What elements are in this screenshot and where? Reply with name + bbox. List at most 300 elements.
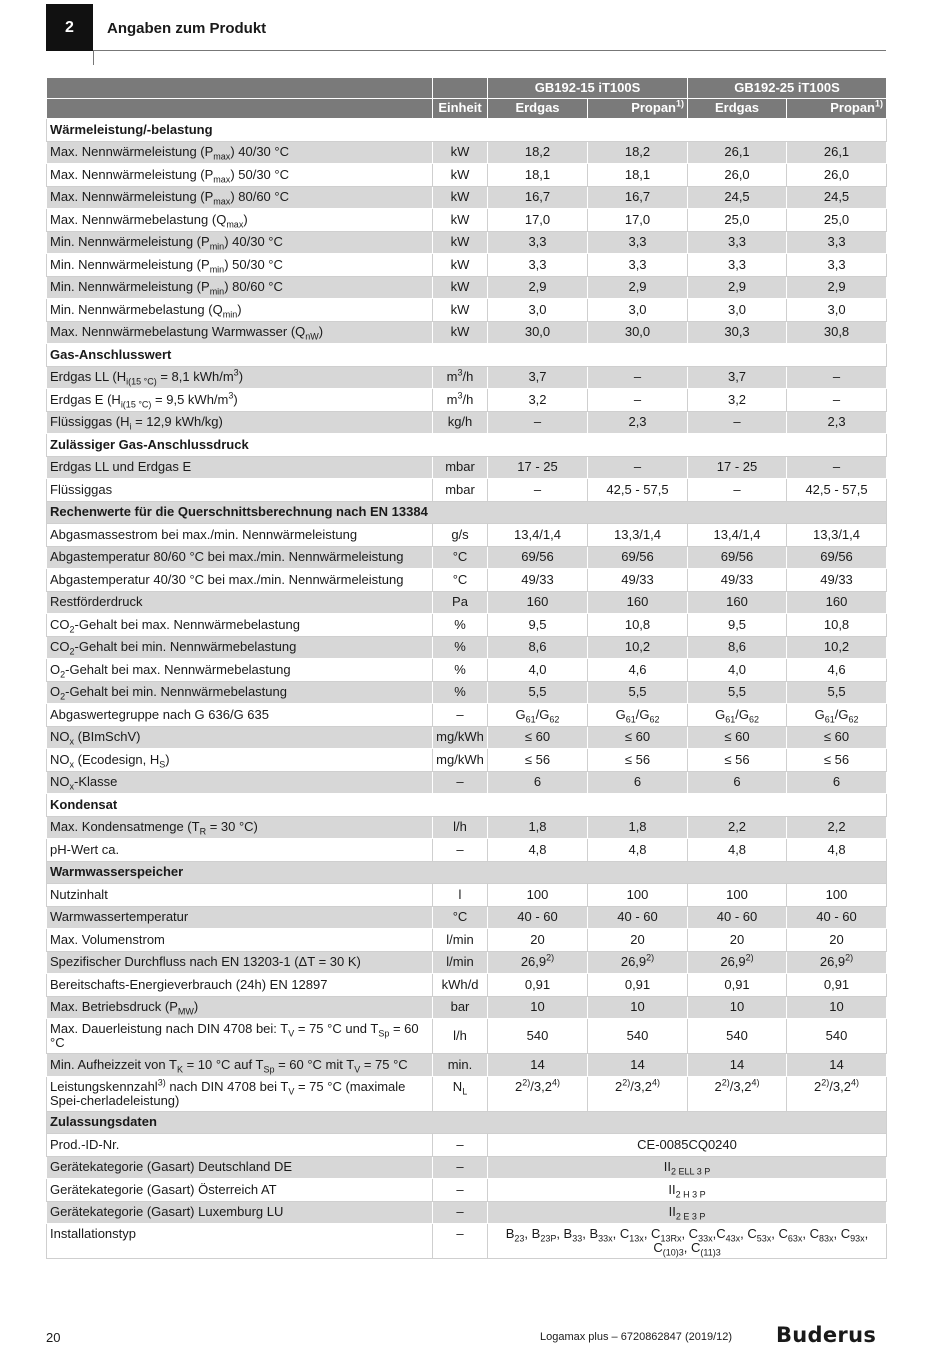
row-unit: kW	[433, 186, 488, 209]
row-value: 2$^{2)}$/3,2$^{4)}$	[488, 1076, 588, 1111]
row-unit: kg/h	[433, 411, 488, 434]
row-unit: kW	[433, 231, 488, 254]
section-header-row	[47, 344, 887, 367]
table-row	[47, 546, 887, 569]
table-row	[47, 389, 887, 412]
row-unit: l/min	[433, 951, 488, 974]
row-value: 2,9	[488, 276, 588, 299]
row-label: $CO_2$-Gehalt bei max. Nennwärmebelastung	[47, 614, 433, 637]
row-unit: $N_L$	[433, 1076, 488, 1111]
row-value: 4,8	[787, 839, 887, 862]
row-label: Max. Dauerleistung nach DIN 4708 bei: $T_V = 75$ °C und $T_{Sp} = 60$ °C	[47, 1019, 433, 1054]
row-label: Restförderdruck	[47, 591, 433, 614]
table-row	[47, 524, 887, 547]
row-value: 14	[488, 1054, 588, 1077]
row-label: $NO_x$ (Ecodesign, $H_S$)	[47, 749, 433, 772]
row-value: 16,7	[588, 186, 688, 209]
row-value: 42,5 - 57,5	[588, 479, 688, 502]
table-row	[47, 951, 887, 974]
gas-header: Propan$^{1)}$	[787, 98, 887, 119]
row-value: 2,9	[688, 276, 787, 299]
row-value: –	[688, 411, 787, 434]
table-row	[47, 816, 887, 839]
spec-table	[46, 77, 887, 1259]
row-label: Installationstyp	[47, 1224, 433, 1259]
table-row	[47, 1201, 887, 1224]
row-label: Prod.-ID-Nr.	[47, 1134, 433, 1157]
row-label: Erdgas LL und Erdgas E	[47, 456, 433, 479]
row-value: 3,0	[488, 299, 588, 322]
row-label: Max. Nennwärmebelastung Warmwasser $(Q_{nW})$	[47, 321, 433, 344]
row-label: Erdgas E ($H_{i(15 ^\circ C)} = 9,5$ kWh/$m^3$)	[47, 389, 433, 412]
row-value: 8,6	[488, 636, 588, 659]
table-row	[47, 366, 887, 389]
table-row	[47, 479, 887, 502]
row-unit: $m^3/h$	[433, 366, 488, 389]
table-row	[47, 884, 887, 907]
document-reference: Logamax plus – 6720862847 (2019/12)	[540, 1331, 733, 1343]
row-value: –	[488, 411, 588, 434]
row-value: –	[588, 366, 688, 389]
row-label: Abgasmassestrom bei max./min. Nennwärmeleistung	[47, 524, 433, 547]
row-unit: mbar	[433, 479, 488, 502]
row-label: Gerätekategorie (Gasart) Luxemburg LU	[47, 1201, 433, 1224]
row-value: 3,3	[588, 254, 688, 277]
row-unit: kW	[433, 141, 488, 164]
row-value: 18,1	[588, 164, 688, 187]
chapter-number: 2	[46, 4, 93, 51]
row-value: –	[588, 456, 688, 479]
row-unit: min.	[433, 1054, 488, 1077]
row-value: 3,3	[787, 231, 887, 254]
gas-header-row	[47, 98, 887, 119]
table-row	[47, 749, 887, 772]
section-title: Zulässiger Gas-Anschlussdruck	[47, 434, 887, 457]
row-value: 20	[588, 929, 688, 952]
row-value: 3,3	[688, 231, 787, 254]
row-value: 4,6	[787, 659, 887, 682]
row-label: Erdgas LL ($H_{i(15 ^\circ C)} = 8,1$ kWh/$m^3$)	[47, 366, 433, 389]
row-value: 100	[787, 884, 887, 907]
row-unit: °C	[433, 906, 488, 929]
row-value: 10,8	[588, 614, 688, 637]
row-value: 2,3	[588, 411, 688, 434]
row-value: 3,2	[488, 389, 588, 412]
section-title: Kondensat	[47, 794, 887, 817]
row-value: 10,8	[787, 614, 887, 637]
row-value: 10	[588, 996, 688, 1019]
header-blank	[47, 78, 433, 99]
row-value: 160	[787, 591, 887, 614]
row-value: $G_{61}/G_{62}$	[488, 704, 588, 727]
row-value: $G_{61}/G_{62}$	[688, 704, 787, 727]
row-value: 540	[688, 1019, 787, 1054]
row-value: 3,0	[787, 299, 887, 322]
chapter-title: Angaben zum Produkt	[107, 20, 267, 37]
section-title: Zulassungsdaten	[47, 1111, 887, 1134]
row-value: 3,3	[488, 254, 588, 277]
row-value: 26,9$^{2)}$	[488, 951, 588, 974]
row-value: 30,0	[588, 321, 688, 344]
gas-header: Propan$^{1)}$	[588, 98, 688, 119]
row-value: 49/33	[488, 569, 588, 592]
row-unit: g/s	[433, 524, 488, 547]
gas-header: Erdgas	[488, 98, 588, 119]
row-label: Warmwassertemperatur	[47, 906, 433, 929]
row-value: 4,8	[488, 839, 588, 862]
row-label: Bereitschafts-Energieverbrauch (24h) EN 12897	[47, 974, 433, 997]
page-number: 20	[46, 1330, 61, 1345]
row-label: Max. Nennwärmeleistung $(P_{max})$ 80/60 °C	[47, 186, 433, 209]
row-value: 18,1	[488, 164, 588, 187]
row-unit: kW	[433, 164, 488, 187]
row-value: 26,9$^{2)}$	[787, 951, 887, 974]
section-header-row	[47, 119, 887, 142]
row-value: 160	[488, 591, 588, 614]
row-value: 30,0	[488, 321, 588, 344]
row-value: 2,2	[688, 816, 787, 839]
row-unit: –	[433, 1134, 488, 1157]
row-value: 2$^{2)}$/3,2$^{4)}$	[787, 1076, 887, 1111]
row-value: –	[787, 456, 887, 479]
row-value: 30,3	[688, 321, 787, 344]
row-label: $NO_x$ (BImSchV)	[47, 726, 433, 749]
row-label: Max. Nennwärmeleistung $(P_{max})$ 40/30 °C	[47, 141, 433, 164]
buderus-logo: Buderus	[776, 1323, 877, 1347]
row-value: 100	[688, 884, 787, 907]
table-row	[47, 771, 887, 794]
row-unit: %	[433, 659, 488, 682]
row-value: 5,5	[588, 681, 688, 704]
row-unit: kW	[433, 321, 488, 344]
section-header-row	[47, 861, 887, 884]
row-label: $O_2$-Gehalt bei max. Nennwärmebelastung	[47, 659, 433, 682]
row-value: 6	[588, 771, 688, 794]
row-value: 18,2	[488, 141, 588, 164]
section-header-row	[47, 434, 887, 457]
row-value: 40 - 60	[688, 906, 787, 929]
row-unit: –	[433, 1224, 488, 1259]
table-row	[47, 569, 887, 592]
table-row	[47, 1054, 887, 1077]
row-value: 14	[787, 1054, 887, 1077]
row-value: 13,4/1,4	[688, 524, 787, 547]
row-value: –	[488, 479, 588, 502]
table-row	[47, 141, 887, 164]
row-value: 25,0	[688, 209, 787, 232]
row-value: 4,6	[588, 659, 688, 682]
table-row	[47, 276, 887, 299]
row-value: 69/56	[688, 546, 787, 569]
row-label: Min. Nennwärmeleistung $(P_{min})$ 50/30 °C	[47, 254, 433, 277]
row-value: 40 - 60	[488, 906, 588, 929]
row-value: 1,8	[488, 816, 588, 839]
row-label: Gerätekategorie (Gasart) Österreich AT	[47, 1179, 433, 1202]
table-row	[47, 456, 887, 479]
table-row	[47, 1156, 887, 1179]
row-label: Flüssiggas ($H_i = 12,9$ kWh/kg)	[47, 411, 433, 434]
row-value: 3,3	[688, 254, 787, 277]
row-label: Max. Nennwärmeleistung $(P_{max})$ 50/30 °C	[47, 164, 433, 187]
row-unit: mg/kWh	[433, 726, 488, 749]
row-unit: %	[433, 681, 488, 704]
row-value: 13,3/1,4	[787, 524, 887, 547]
row-value: 160	[688, 591, 787, 614]
row-value: 20	[688, 929, 787, 952]
row-value: 13,4/1,4	[488, 524, 588, 547]
row-label: $CO_2$-Gehalt bei min. Nennwärmebelastung	[47, 636, 433, 659]
row-value: 4,8	[688, 839, 787, 862]
header-tick	[93, 50, 94, 65]
row-value: 69/56	[588, 546, 688, 569]
table-row	[47, 411, 887, 434]
table-row	[47, 839, 887, 862]
row-value: –	[688, 479, 787, 502]
row-label: Max. Betriebsdruck $(P_{MW})$	[47, 996, 433, 1019]
row-value: 2$^{2)}$/3,2$^{4)}$	[688, 1076, 787, 1111]
row-value: 0,91	[787, 974, 887, 997]
row-label: Nutzinhalt	[47, 884, 433, 907]
row-unit: kW	[433, 299, 488, 322]
row-value: $II_{2 E 3 P}$	[488, 1201, 887, 1224]
section-title: Warmwasserspeicher	[47, 861, 887, 884]
row-value: 26,9$^{2)}$	[588, 951, 688, 974]
row-value: 5,5	[488, 681, 588, 704]
row-label: Max. Volumenstrom	[47, 929, 433, 952]
row-unit: kW	[433, 276, 488, 299]
row-unit: °C	[433, 569, 488, 592]
row-unit: mg/kWh	[433, 749, 488, 772]
row-value: 3,2	[688, 389, 787, 412]
row-value: 26,1	[787, 141, 887, 164]
row-unit: –	[433, 1201, 488, 1224]
row-value: 9,5	[488, 614, 588, 637]
section-title: Gas-Anschlusswert	[47, 344, 887, 367]
table-row	[47, 906, 887, 929]
row-value: 100	[488, 884, 588, 907]
table-row	[47, 321, 887, 344]
table-row	[47, 209, 887, 232]
row-value: 3,0	[688, 299, 787, 322]
row-value: $II_{2 H 3 P}$	[488, 1179, 887, 1202]
row-value: ≤ 60	[787, 726, 887, 749]
row-value: 24,5	[688, 186, 787, 209]
row-unit: l/h	[433, 816, 488, 839]
section-title: Wärmeleistung/-belastung	[47, 119, 887, 142]
row-value: 100	[588, 884, 688, 907]
row-value: 17,0	[488, 209, 588, 232]
row-value: ≤ 56	[787, 749, 887, 772]
row-label: Min. Nennwärmebelastung $(Q_{min})$	[47, 299, 433, 322]
row-value: 3,0	[588, 299, 688, 322]
gas-header: Erdgas	[688, 98, 787, 119]
row-unit: kW	[433, 209, 488, 232]
row-label: $NO_x$-Klasse	[47, 771, 433, 794]
table-row	[47, 164, 887, 187]
row-value: $G_{61}/G_{62}$	[787, 704, 887, 727]
row-value: 540	[588, 1019, 688, 1054]
row-value: 10,2	[588, 636, 688, 659]
row-unit: l/min	[433, 929, 488, 952]
row-value: 2,3	[787, 411, 887, 434]
row-value: 8,6	[688, 636, 787, 659]
row-value: 9,5	[688, 614, 787, 637]
row-value: 14	[588, 1054, 688, 1077]
row-value: 160	[588, 591, 688, 614]
row-label: Spezifischer Durchfluss nach EN 13203-1 (ΔT = 30 K)	[47, 951, 433, 974]
row-value: 5,5	[688, 681, 787, 704]
table-row	[47, 1224, 887, 1259]
row-unit: bar	[433, 996, 488, 1019]
row-value: ≤ 56	[688, 749, 787, 772]
table-row	[47, 231, 887, 254]
table-row	[47, 299, 887, 322]
section-title: Rechenwerte für die Querschnittsberechnung nach EN 13384	[47, 501, 887, 524]
table-row	[47, 726, 887, 749]
row-label: Abgastemperatur 80/60 °C bei max./min. Nennwärmeleistung	[47, 546, 433, 569]
row-label: Gerätekategorie (Gasart) Deutschland DE	[47, 1156, 433, 1179]
row-unit: l	[433, 884, 488, 907]
row-unit: %	[433, 636, 488, 659]
row-value: –	[787, 389, 887, 412]
table-row	[47, 1179, 887, 1202]
section-header-row	[47, 501, 887, 524]
table-row	[47, 704, 887, 727]
spec-table-body	[47, 119, 887, 1259]
row-unit: –	[433, 704, 488, 727]
row-value: ≤ 60	[488, 726, 588, 749]
row-value: ≤ 56	[488, 749, 588, 772]
table-row	[47, 996, 887, 1019]
row-unit: mbar	[433, 456, 488, 479]
row-value: CE-0085CQ0240	[488, 1134, 887, 1157]
header-blank	[433, 78, 488, 99]
model-header: GB192-15 iT100S	[488, 78, 688, 99]
row-unit: $m^3/h$	[433, 389, 488, 412]
row-value: 6	[488, 771, 588, 794]
row-value: 14	[688, 1054, 787, 1077]
model-header-row	[47, 78, 887, 99]
row-value: 4,0	[488, 659, 588, 682]
row-value: 4,0	[688, 659, 787, 682]
row-value: 16,7	[488, 186, 588, 209]
row-label: Flüssiggas	[47, 479, 433, 502]
row-value: ≤ 60	[588, 726, 688, 749]
row-value: 10,2	[787, 636, 887, 659]
unit-header: Einheit	[433, 98, 488, 119]
row-unit: –	[433, 1179, 488, 1202]
table-row	[47, 974, 887, 997]
row-label: Min. Aufheizzeit von $T_K = 10$ °C auf $T_{Sp} = 60$ °C mit $T_V = 75$ °C	[47, 1054, 433, 1077]
table-row	[47, 636, 887, 659]
row-value: $II_{2 ELL 3 P}$	[488, 1156, 887, 1179]
table-row	[47, 659, 887, 682]
row-label: Abgaswertegruppe nach G 636/G 635	[47, 704, 433, 727]
section-header-row	[47, 1111, 887, 1134]
row-value: 26,1	[688, 141, 787, 164]
row-value: 3,7	[688, 366, 787, 389]
row-value: 1,8	[588, 816, 688, 839]
header-blank	[47, 98, 433, 119]
row-unit: kWh/d	[433, 974, 488, 997]
row-value: 0,91	[488, 974, 588, 997]
row-value: 30,8	[787, 321, 887, 344]
row-value: 49/33	[688, 569, 787, 592]
row-unit: kW	[433, 254, 488, 277]
row-value: 17 - 25	[688, 456, 787, 479]
row-value: ≤ 56	[588, 749, 688, 772]
row-unit: –	[433, 771, 488, 794]
row-value: 4,8	[588, 839, 688, 862]
row-value: 26,0	[688, 164, 787, 187]
row-value: 13,3/1,4	[588, 524, 688, 547]
row-value: 3,7	[488, 366, 588, 389]
row-value: $G_{61}/G_{62}$	[588, 704, 688, 727]
row-value: ≤ 60	[688, 726, 787, 749]
row-value: 3,3	[588, 231, 688, 254]
row-value: 2$^{2)}$/3,2$^{4)}$	[588, 1076, 688, 1111]
row-label: Max. Nennwärmebelastung $(Q_{max})$	[47, 209, 433, 232]
row-value: 10	[488, 996, 588, 1019]
row-value: 20	[488, 929, 588, 952]
table-row	[47, 1019, 887, 1054]
row-label: pH-Wert ca.	[47, 839, 433, 862]
table-row	[47, 1134, 887, 1157]
row-value: 3,3	[488, 231, 588, 254]
table-row	[47, 254, 887, 277]
table-row	[47, 929, 887, 952]
row-unit: l/h	[433, 1019, 488, 1054]
row-unit: –	[433, 839, 488, 862]
row-value: 40 - 60	[588, 906, 688, 929]
row-label: Max. Kondensatmenge ($T_R = 30$ °C)	[47, 816, 433, 839]
table-row	[47, 591, 887, 614]
row-label: Min. Nennwärmeleistung $(P_{min})$ 40/30 °C	[47, 231, 433, 254]
row-unit: %	[433, 614, 488, 637]
row-value: –	[588, 389, 688, 412]
row-value: 69/56	[787, 546, 887, 569]
row-value: $B_{23}$, $B_{23P}$, $B_{33}$, $B_{33x}$, $C_{13x}$, $C_{13Rx}$, $C_{33x},C_{43x}$, $C_{53x}$, $C_{63x}$, $C_{83x}$, $C_{93x}$, $C_{(10)3}$, $C_{(11)3}$	[488, 1224, 887, 1259]
row-value: 25,0	[787, 209, 887, 232]
row-value: 10	[688, 996, 787, 1019]
row-label: Abgastemperatur 40/30 °C bei max./min. Nennwärmeleistung	[47, 569, 433, 592]
row-value: 40 - 60	[787, 906, 887, 929]
row-value: 69/56	[488, 546, 588, 569]
row-label: $O_2$-Gehalt bei min. Nennwärmebelastung	[47, 681, 433, 704]
section-header-row	[47, 794, 887, 817]
row-value: 42,5 - 57,5	[787, 479, 887, 502]
row-value: –	[787, 366, 887, 389]
row-value: 6	[787, 771, 887, 794]
row-unit: °C	[433, 546, 488, 569]
row-value: 540	[488, 1019, 588, 1054]
row-value: 2,9	[588, 276, 688, 299]
row-value: 49/33	[588, 569, 688, 592]
header-rule	[93, 50, 886, 51]
row-value: 2,2	[787, 816, 887, 839]
table-row	[47, 614, 887, 637]
row-unit: –	[433, 1156, 488, 1179]
row-value: 24,5	[787, 186, 887, 209]
row-value: 2,9	[787, 276, 887, 299]
row-value: 20	[787, 929, 887, 952]
row-value: 17 - 25	[488, 456, 588, 479]
row-value: 18,2	[588, 141, 688, 164]
table-row	[47, 186, 887, 209]
row-value: 49/33	[787, 569, 887, 592]
row-value: 3,3	[787, 254, 887, 277]
row-value: 0,91	[688, 974, 787, 997]
